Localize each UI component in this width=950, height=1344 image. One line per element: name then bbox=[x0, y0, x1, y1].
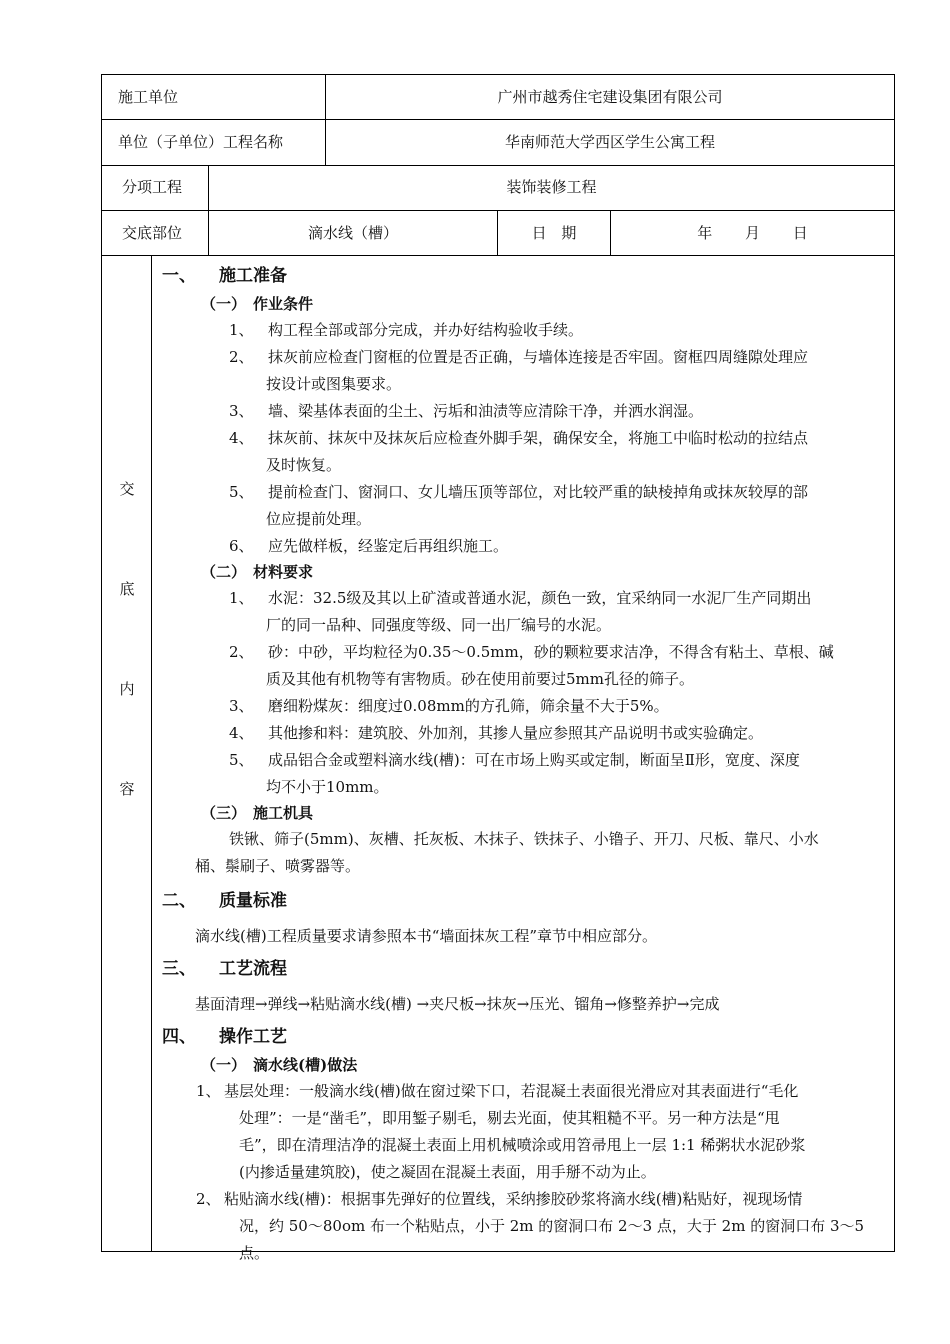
subitem-value: 装饰装修工程 bbox=[506, 178, 597, 196]
list-item-text: 其他掺和料：建筑胶、外加剂，其掺人量应参照其产品说明书或实验确定。 bbox=[268, 724, 764, 742]
list-item-number: 5、 bbox=[229, 751, 254, 769]
list-item-text: 构工程全部或部分完成，并办好结构验收手续。 bbox=[268, 321, 584, 339]
project-label: 单位（子单位）工程名称 bbox=[118, 133, 284, 151]
list-item-number: 6、 bbox=[229, 537, 254, 555]
list-item-text: 毛”，即在清理洁净的混凝土表面上用机械喷涂或用笤帚甩上一层 1:1 稀粥状水泥砂浆 bbox=[239, 1136, 806, 1154]
list-item-number: 4、 bbox=[229, 429, 254, 447]
list-item-number: 3、 bbox=[229, 402, 254, 420]
section-title: 工艺流程 bbox=[219, 959, 287, 979]
list-item-text: 水泥：32.5级及其以上矿渣或普通水泥，颜色一致，宜采纳同一水泥厂生产同期出 bbox=[268, 589, 812, 607]
subsection-number: （二） bbox=[201, 563, 247, 581]
list-item-number: 1、 bbox=[229, 321, 254, 339]
section-number: 三、 bbox=[162, 959, 196, 979]
subsection-title: 作业条件 bbox=[253, 295, 314, 313]
table-border-bottom bbox=[101, 1251, 895, 1252]
paragraph-line: 基面清理→弹线→粘贴滴水线(槽) →夹尺板→抹灰→压光、镏角→修整养护→完成 bbox=[195, 995, 720, 1013]
section-number: 四、 bbox=[162, 1027, 196, 1047]
table-border-top bbox=[101, 74, 895, 75]
list-item-text: 及时恢复。 bbox=[266, 456, 342, 474]
list-item-text: 砂：中砂，平均粒径为0.35～0.5mm，砂的颗粒要求洁净，不得含有粘土、草根、碱 bbox=[268, 643, 834, 661]
list-item-text: 成品铝合金或塑料滴水线(槽)：可在市场上购买或定制，断面呈Ⅱ形，宽度、深度 bbox=[268, 751, 800, 769]
list-item-number: 2、 bbox=[229, 643, 254, 661]
col-divider bbox=[151, 255, 152, 1252]
side-label-char: 交 bbox=[119, 480, 135, 498]
list-item-text: 质及其他有机物等有害物质。砂在使用前要过5mm孔径的筛子。 bbox=[266, 670, 694, 688]
list-item-text: (内掺适量建筑胶)，使之凝固在混凝土表面，用手掰不动为止。 bbox=[239, 1163, 656, 1181]
list-item-text: 况，约 50～80om 布一个粘贴点，小于 2m 的窗洞口布 2～3 点，大于 2m 的窗洞口布 3～5 bbox=[239, 1217, 865, 1235]
date-label: 日 期 bbox=[531, 224, 577, 242]
list-item-text: 墙、梁基体表面的尘土、污垢和油渍等应清除干净，并洒水润湿。 bbox=[268, 402, 704, 420]
subsection-number: （一） bbox=[201, 295, 247, 313]
list-item-number: 1、 bbox=[229, 589, 254, 607]
list-item-text: 厂的同一品种、同强度等级、同一出厂编号的水泥。 bbox=[266, 616, 612, 634]
subsection-number: （一） bbox=[201, 1056, 247, 1074]
list-item-number: 5、 bbox=[229, 483, 254, 501]
subitem-label: 分项工程 bbox=[122, 178, 183, 196]
unit-value: 广州市越秀住宅建设集团有限公司 bbox=[497, 88, 723, 106]
row-divider bbox=[101, 119, 895, 120]
list-item-number: 1、 bbox=[196, 1082, 221, 1100]
list-item-text: 粘贴滴水线(槽)：根据事先弹好的位置线，采纳掺胶砂浆将滴水线(槽)粘贴好，视现场情 bbox=[224, 1190, 803, 1208]
list-item-text: 点。 bbox=[239, 1244, 270, 1262]
list-item-number: 2、 bbox=[196, 1190, 221, 1208]
list-item-number: 2、 bbox=[229, 348, 254, 366]
list-item-text: 抹灰前、抹灰中及抹灰后应检查外脚手架，确保安全，将施工中临时松动的拉结点 bbox=[268, 429, 809, 447]
list-item-text: 位应提前处理。 bbox=[266, 510, 372, 528]
paragraph-line: 桶、鬃刷子、喷雾器等。 bbox=[195, 857, 361, 875]
list-item-text: 均不小于10mm。 bbox=[266, 778, 389, 796]
section-title: 质量标准 bbox=[219, 891, 287, 911]
paragraph-line: 滴水线(槽)工程质量要求请参照本书“墙面抹灰工程”章节中相应部分。 bbox=[195, 927, 658, 945]
subsection-number: （三） bbox=[201, 804, 247, 822]
unit-label: 施工单位 bbox=[118, 88, 179, 106]
list-item-number: 3、 bbox=[229, 697, 254, 715]
table-border-left bbox=[101, 74, 102, 1252]
list-item-text: 抹灰前应检查门窗框的位置是否正确，与墙体连接是否牢固。窗框四周缝隙处理应 bbox=[268, 348, 809, 366]
side-label-char: 内 bbox=[119, 680, 135, 698]
section-title: 操作工艺 bbox=[219, 1027, 287, 1047]
subsection-title: 施工机具 bbox=[253, 804, 314, 822]
list-item-text: 应先做样板，经鉴定后再组织施工。 bbox=[268, 537, 509, 555]
project-value: 华南师范大学西区学生公寓工程 bbox=[504, 133, 715, 151]
part-label: 交底部位 bbox=[122, 224, 183, 242]
list-item-text: 提前检查门、窗洞口、女儿墙压顶等部位，对比较严重的缺棱掉角或抹灰较厚的部 bbox=[268, 483, 809, 501]
list-item-text: 处理”：一是“凿毛”，即用錾子剔毛，剔去光面，使其粗糙不平。另一种方法是“甩 bbox=[239, 1109, 780, 1127]
subsection-title: 滴水线(槽)做法 bbox=[253, 1056, 358, 1074]
list-item-text: 磨细粉煤灰：细度过0.08mm的方孔筛，筛余量不大于5%。 bbox=[268, 697, 669, 715]
part-value: 滴水线（槽） bbox=[307, 224, 398, 242]
paragraph-line: 铁锹、筛子(5mm)、灰槽、托灰板、木抹子、铁抹子、小镥子、开刀、尺板、靠尺、小水 bbox=[229, 830, 819, 848]
list-item-text: 按设计或图集要求。 bbox=[266, 375, 402, 393]
date-value: 年 月 日 bbox=[697, 224, 808, 242]
list-item-number: 4、 bbox=[229, 724, 254, 742]
section-title: 施工准备 bbox=[219, 266, 287, 286]
section-number: 一、 bbox=[162, 266, 196, 286]
row-divider bbox=[101, 165, 895, 166]
table-border-right bbox=[894, 74, 895, 1252]
section-number: 二、 bbox=[162, 891, 196, 911]
row-divider bbox=[101, 210, 895, 211]
side-label-char: 底 bbox=[119, 580, 135, 598]
list-item-text: 基层处理：一般滴水线(槽)做在窗过梁下口，若混凝土表面很光滑应对其表面进行“毛化 bbox=[224, 1082, 799, 1100]
subsection-title: 材料要求 bbox=[253, 563, 314, 581]
side-label-char: 容 bbox=[119, 780, 135, 798]
row-divider bbox=[101, 255, 895, 256]
